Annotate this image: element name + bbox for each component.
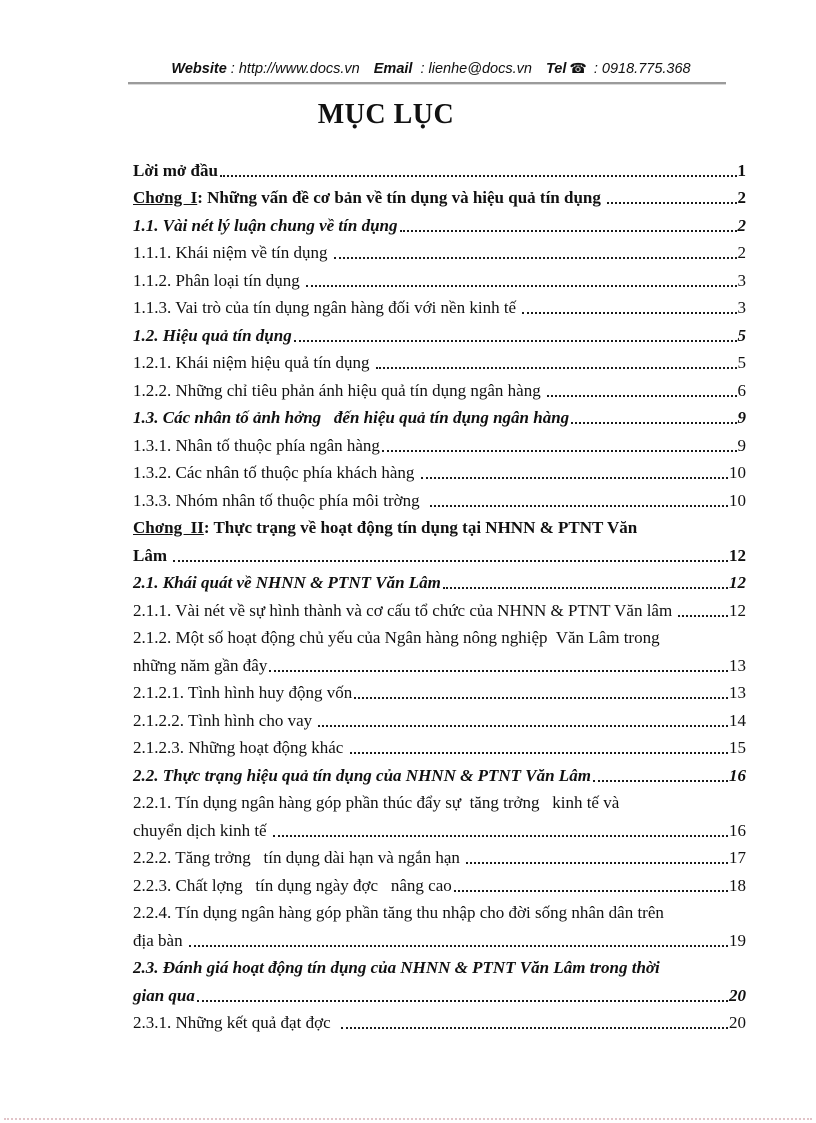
toc-entry xyxy=(133,868,746,896)
toc-entry xyxy=(133,731,746,759)
website-label: Website xyxy=(171,61,227,77)
toc-entry-text: 1.3. Các nhân tố ảnh hởng đến hiệu quả tín dụng ngân hàng xyxy=(133,408,570,427)
toc-entry-page: 15 xyxy=(729,738,746,757)
toc-entry xyxy=(133,786,746,814)
toc-entry-chapter-label: Chơng I xyxy=(133,188,198,207)
toc-entry-text: 2.2.1. Tín dụng ngân hàng góp phần thúc đẩy sự tăng trởng kinh tế và xyxy=(133,793,620,812)
leader-dots xyxy=(354,697,728,699)
toc-entry-page: 20 xyxy=(729,1013,746,1032)
toc-entry-page: 5 xyxy=(737,353,746,372)
toc-entry-page: 1 xyxy=(737,160,746,180)
email-value: : lienhe@docs.vn xyxy=(412,61,532,77)
toc-entry xyxy=(133,428,746,456)
toc-entry xyxy=(133,263,746,291)
toc-entry-text: 2.1.2.1. Tình hình huy động vốn xyxy=(133,683,353,702)
toc-entry xyxy=(133,758,746,786)
email-label: Email xyxy=(373,61,413,77)
toc-entry xyxy=(133,153,746,181)
leader-dots xyxy=(341,1027,728,1029)
toc-entry xyxy=(133,401,746,429)
toc-entry xyxy=(133,538,746,566)
toc-entry-page: 6 xyxy=(737,380,746,400)
toc-entry-page: 2 xyxy=(737,188,746,207)
toc-entry-text: 2.2.4. Tín dụng ngân hàng góp phần tăng thu nhập cho đời sống nhân dân trên xyxy=(133,903,664,922)
toc-entry-page: 16 xyxy=(729,820,746,840)
leader-dots xyxy=(306,285,737,287)
leader-dots xyxy=(382,450,737,452)
toc-entry xyxy=(133,483,746,511)
leader-dots xyxy=(454,890,728,892)
leader-dots xyxy=(173,560,728,562)
toc-entry-text: 1.2.2. Những chỉ tiêu phản ánh hiệu quả tín dụng ngân hàng xyxy=(133,380,545,400)
toc-entry-text: địa bàn xyxy=(133,930,187,950)
toc-entry-text: gian qua xyxy=(133,985,195,1005)
leader-dots xyxy=(607,202,736,204)
toc-entry-page: 19 xyxy=(729,930,746,950)
toc-entry xyxy=(133,648,746,676)
toc-entry-text: 2.1. Khái quát về NHNN & PTNT Văn Lâm xyxy=(133,573,441,592)
toc-entry xyxy=(133,621,746,649)
leader-dots xyxy=(189,945,728,947)
toc-entry-text: 1.1.2. Phân loại tín dụng xyxy=(133,270,304,290)
toc-entry xyxy=(133,841,746,869)
toc-entry xyxy=(133,813,746,841)
toc-entry xyxy=(133,566,746,594)
toc-entry-text: 1.3.2. Các nhân tố thuộc phía khách hàng xyxy=(133,463,419,482)
page-bottom-divider xyxy=(4,1118,812,1120)
leader-dots xyxy=(350,752,728,754)
toc-entry-text: 2.2. Thực trạng hiệu quả tín dụng của NHNN & PTNT Văn Lâm xyxy=(133,765,591,785)
leader-dots xyxy=(376,367,737,369)
toc-entry xyxy=(133,346,746,374)
toc-entry-page: 18 xyxy=(729,875,746,895)
toc-entry-text: 2.2.2. Tăng trởng tín dụng dài hạn và ngắn hạn xyxy=(133,848,465,867)
doc-header xyxy=(128,44,726,84)
toc-list xyxy=(133,153,746,1033)
phone-icon: ☎ xyxy=(569,60,587,76)
toc-entry-text: 2.3.1. Những kết quả đạt đợc xyxy=(133,1013,340,1032)
toc-entry-text: 1.2.1. Khái niệm hiệu quả tín dụng xyxy=(133,353,374,372)
toc-entry-page: 10 xyxy=(729,490,746,510)
toc-entry-chapter-label: Chơng II xyxy=(133,518,204,537)
toc-entry-page: 12 xyxy=(729,600,746,620)
toc-entry xyxy=(133,1006,746,1034)
leader-dots xyxy=(197,1000,728,1002)
toc-entry-page: 10 xyxy=(729,463,746,482)
toc-entry-text: 1.1.1. Khái niệm về tín dụng xyxy=(133,243,332,262)
tel-value: : 0918.775.368 xyxy=(589,61,691,77)
toc-entry-page: 9 xyxy=(737,435,746,455)
toc-entry-text: 2.1.1. Vài nét về sự hình thành và cơ cấu tổ chức của NHNN & PTNT Văn lâm xyxy=(133,600,677,620)
leader-dots xyxy=(466,862,728,864)
leader-dots xyxy=(593,780,728,782)
leader-dots xyxy=(430,505,728,507)
toc-entry-text: 1.3.3. Nhóm nhân tố thuộc phía môi trờng xyxy=(133,490,429,510)
toc-entry xyxy=(133,318,746,346)
leader-dots xyxy=(678,615,728,617)
leader-dots xyxy=(334,257,737,259)
leader-dots xyxy=(421,477,728,479)
leader-dots xyxy=(400,230,737,232)
toc-entry-page: 16 xyxy=(729,765,746,785)
toc-entry-text: chuyển dịch kinh tế xyxy=(133,820,271,840)
leader-dots xyxy=(273,835,728,837)
toc-entry-text: những năm gần đây xyxy=(133,655,268,675)
toc-entry xyxy=(133,456,746,484)
toc-entry-text: 2.2.3. Chất lợng tín dụng ngày đợc nâng cao xyxy=(133,875,452,895)
toc-entry-text: 1.1.3. Vai trò của tín dụng ngân hàng đối với nền kinh tế xyxy=(133,298,521,317)
toc-entry-page: 3 xyxy=(737,270,746,290)
toc-entry-text: 1.2. Hiệu quả tín dụng xyxy=(133,325,292,345)
toc-entry-text: 2.3. Đánh giá hoạt động tín dụng của NHNN & PTNT Văn Lâm trong thời xyxy=(133,958,660,977)
leader-dots xyxy=(269,670,728,672)
toc-entry-text: Lâm xyxy=(133,545,172,565)
toc-entry-text: 2.1.2.3. Những hoạt động khác xyxy=(133,738,348,757)
toc-entry-text: : Thực trạng về hoạt động tín dụng tại NHNN & PTNT Văn xyxy=(203,518,638,537)
leader-dots xyxy=(220,175,737,177)
page-title: MỤC LỤC xyxy=(317,99,455,130)
toc-entry-page: 13 xyxy=(729,683,746,702)
leader-dots xyxy=(443,587,728,589)
toc-entry xyxy=(133,978,746,1006)
leader-dots xyxy=(571,422,736,424)
toc-entry xyxy=(133,291,746,319)
toc-entry xyxy=(133,593,746,621)
toc-entry xyxy=(133,373,746,401)
toc-entry xyxy=(133,896,746,924)
toc-entry-page: 3 xyxy=(737,298,746,317)
toc-entry-text: : Những vấn đề cơ bản về tín dụng và hiệu quả tín dụng xyxy=(197,188,606,207)
toc-entry-page: 2 xyxy=(737,215,746,235)
toc-entry xyxy=(133,511,746,539)
toc-entry-page: 14 xyxy=(729,710,746,730)
toc-entry-page: 20 xyxy=(729,985,746,1005)
website-value: : http://www.docs.vn xyxy=(226,61,360,77)
toc-entry-page: 13 xyxy=(729,655,746,675)
toc-entry xyxy=(133,236,746,264)
leader-dots xyxy=(294,340,737,342)
toc-entry-text: 2.1.2.2. Tình hình cho vay xyxy=(133,710,317,730)
toc-entry-text: 2.1.2. Một số hoạt động chủ yếu của Ngân hàng nông nghiệp Văn Lâm trong xyxy=(133,628,660,647)
leader-dots xyxy=(318,725,728,727)
toc-entry xyxy=(133,703,746,731)
toc-entry xyxy=(133,923,746,951)
toc-entry xyxy=(133,181,746,209)
toc-entry-text: Lời mở đầu xyxy=(133,160,218,180)
toc-entry-page: 9 xyxy=(737,408,746,427)
tel-label: Tel xyxy=(545,61,567,77)
toc-entry-page: 12 xyxy=(729,573,746,592)
toc-entry xyxy=(133,951,746,979)
toc-entry-page: 2 xyxy=(737,243,746,262)
leader-dots xyxy=(522,312,736,314)
toc-entry-page: 12 xyxy=(729,545,746,565)
toc-entry xyxy=(133,676,746,704)
toc-entry-text: 1.1. Vài nét lý luận chung về tín dụng xyxy=(133,215,398,235)
toc-entry-text: 1.3.1. Nhân tố thuộc phía ngân hàng xyxy=(133,435,380,455)
toc-entry-page: 5 xyxy=(737,325,746,345)
toc-entry-page: 17 xyxy=(729,848,746,867)
leader-dots xyxy=(547,395,737,397)
toc-entry xyxy=(133,208,746,236)
